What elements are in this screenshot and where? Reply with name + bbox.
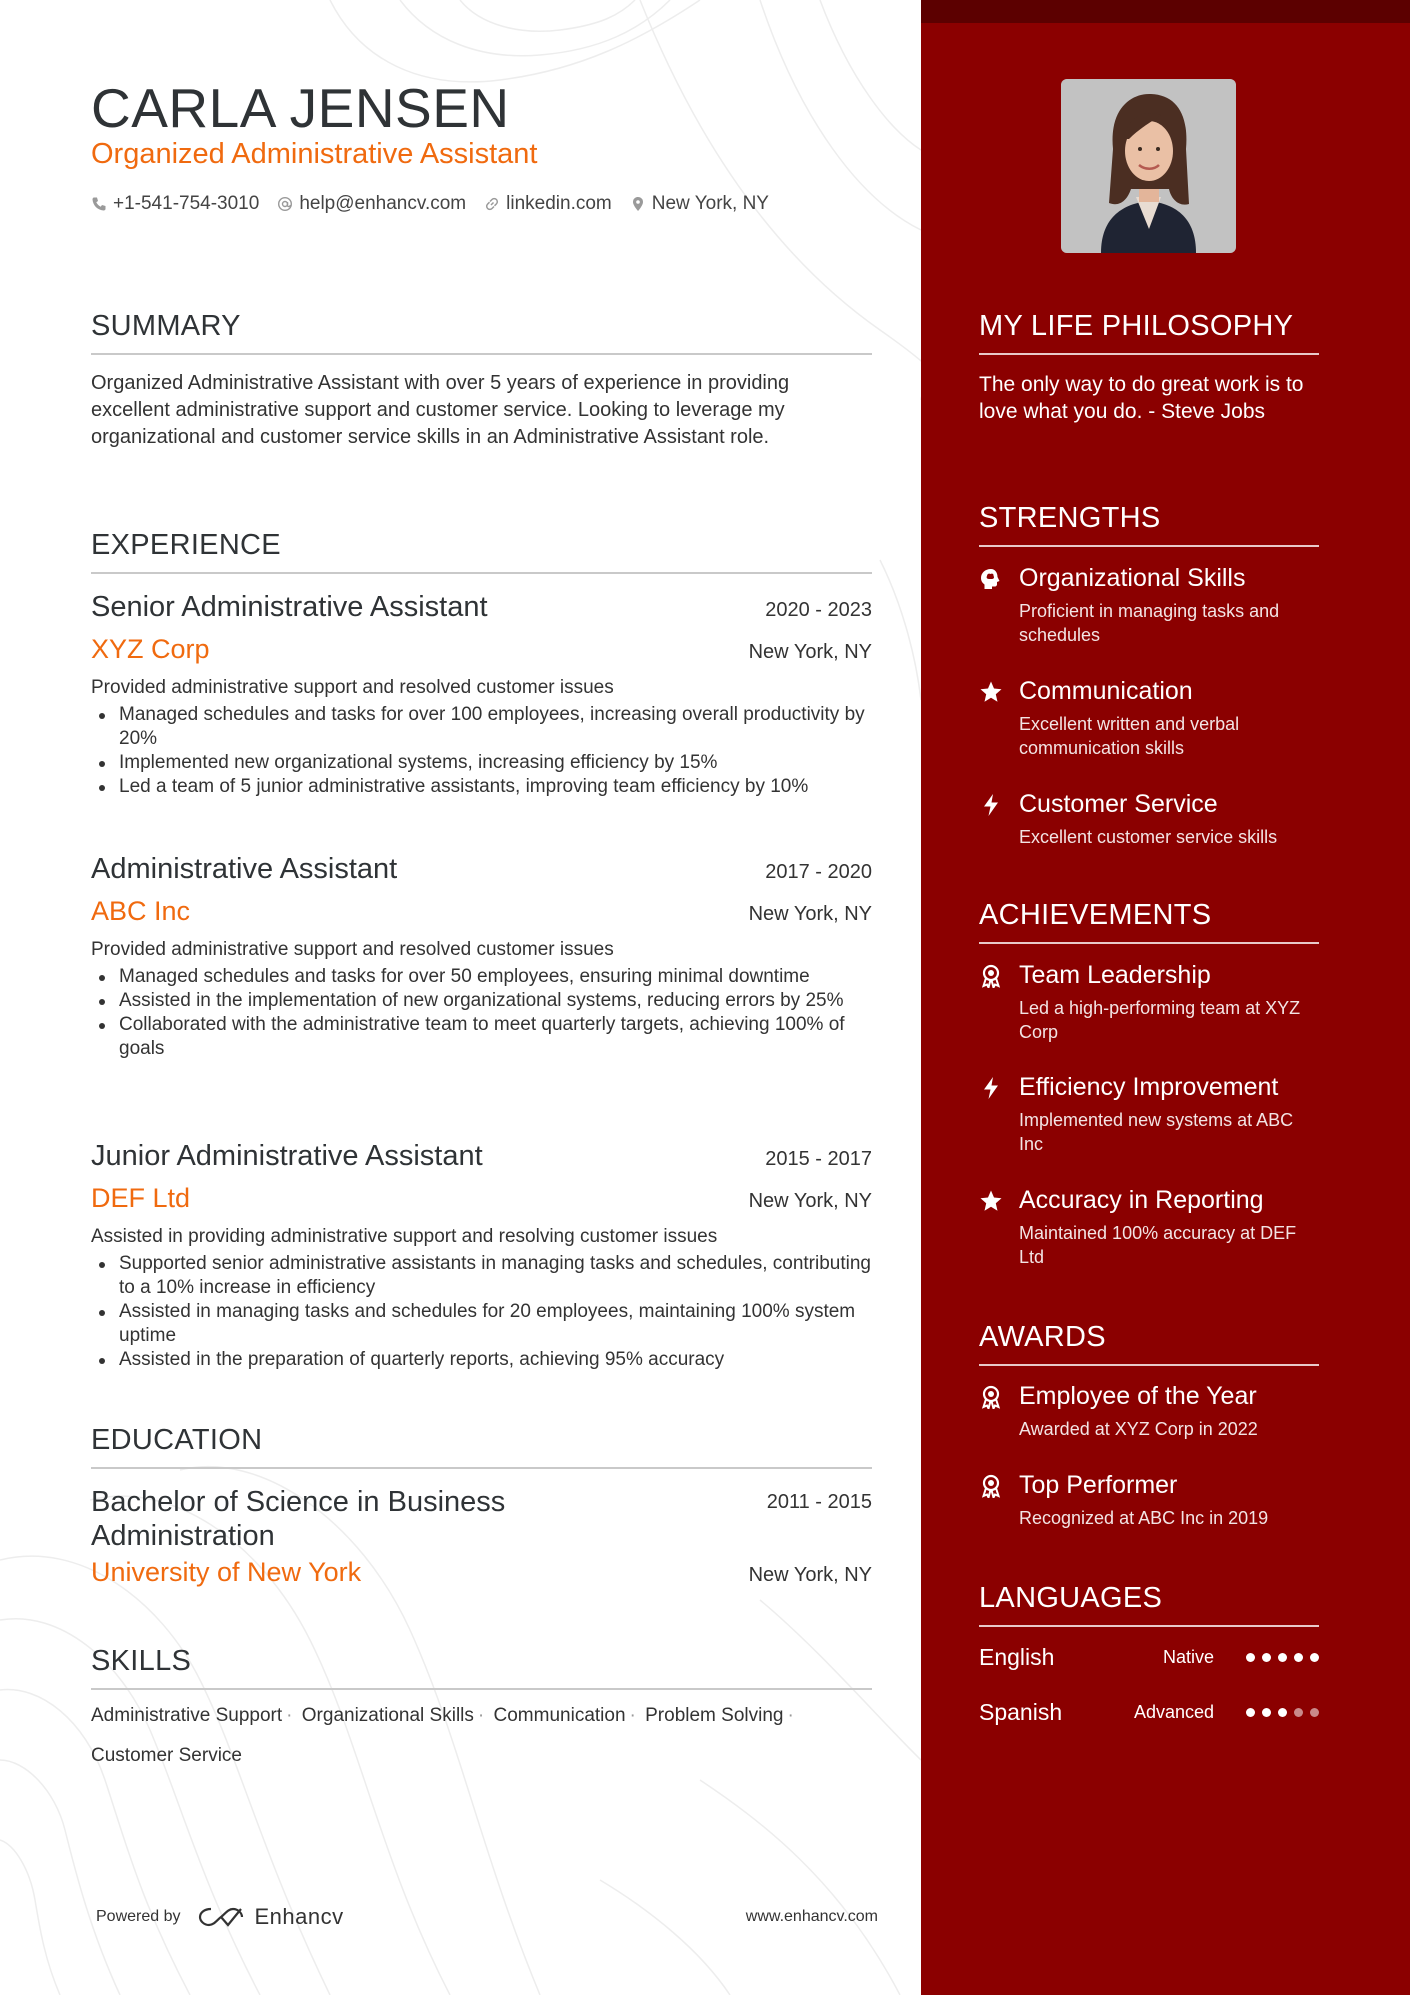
experience-entry — [91, 853, 872, 1061]
proficiency-dot-filled — [1246, 1708, 1255, 1717]
experience-entry — [91, 591, 872, 799]
brain-icon — [979, 567, 1003, 591]
job-description: Provided administrative support and resolved customer issues — [91, 677, 614, 698]
language-proficiency-dots — [1246, 1708, 1319, 1717]
awards-section — [979, 1321, 1319, 1366]
job-location: New York, NY — [748, 1190, 872, 1212]
powered-by — [96, 1904, 344, 1930]
contact-email[interactable] — [277, 193, 466, 215]
achievement-desc: Maintained 100% accuracy at DEF Ltd — [1019, 1223, 1297, 1267]
skill-tag: Customer Service — [91, 1745, 242, 1766]
language-row — [979, 1699, 1319, 1726]
language-level: Native — [1162, 1647, 1214, 1667]
medal-icon — [979, 1474, 1003, 1498]
philosophy-section — [979, 310, 1319, 425]
job-bullets — [91, 703, 872, 799]
strength-item — [979, 790, 1319, 849]
award-desc: Awarded at XYZ Corp in 2022 — [1019, 1419, 1258, 1439]
footer — [96, 1904, 878, 1930]
proficiency-dot-filled — [1262, 1653, 1271, 1662]
proficiency-dot-filled — [1310, 1653, 1319, 1662]
contact-email-text: help@enhancv.com — [299, 193, 467, 214]
job-title: Senior Administrative Assistant — [91, 591, 488, 623]
medal-icon — [979, 964, 1003, 988]
achievements-section — [979, 899, 1319, 944]
contact-phone-text: +1-541-754-3010 — [113, 193, 260, 214]
achievement-desc: Implemented new systems at ABC Inc — [1019, 1110, 1294, 1154]
bullet-item: Supported senior administrative assistants in managing tasks and schedules, contributing to a 10% increase in efficiency — [91, 1252, 872, 1300]
job-description: Assisted in providing administrative support and resolving customer issues — [91, 1226, 718, 1247]
achievement-title: Efficiency Improvement — [1019, 1073, 1279, 1101]
proficiency-dot-filled — [1294, 1653, 1303, 1662]
candidate-name: CARLA JENSEN — [91, 77, 510, 139]
strengths-section — [979, 502, 1319, 547]
footer-website-link[interactable]: www.enhancv.com — [745, 1908, 878, 1925]
job-bullets — [91, 965, 872, 1061]
language-proficiency-dots — [1246, 1653, 1319, 1662]
strength-title: Organizational Skills — [1019, 564, 1246, 592]
job-dates: 2015 - 2017 — [765, 1148, 872, 1170]
achievement-item — [979, 961, 1319, 1044]
sidebar — [921, 0, 1410, 1995]
summary-section — [91, 310, 872, 451]
company-name: ABC Inc — [91, 896, 191, 926]
proficiency-dot-filled — [1262, 1708, 1271, 1717]
strength-title: Customer Service — [1019, 790, 1218, 818]
bullet-item: Led a team of 5 junior administrative assistants, improving team efficiency by 10% — [91, 775, 872, 799]
sidebar-top-bar — [921, 0, 1410, 23]
company-name: XYZ Corp — [91, 634, 210, 664]
skills-heading: SKILLS — [91, 1645, 872, 1690]
education-heading: EDUCATION — [91, 1424, 872, 1469]
skills-section — [91, 1645, 872, 1776]
language-name: Spanish — [979, 1699, 1063, 1725]
bolt-icon — [979, 1076, 1003, 1100]
job-location: New York, NY — [748, 641, 872, 663]
award-title: Employee of the Year — [1019, 1382, 1257, 1410]
language-level: Advanced — [1133, 1702, 1214, 1722]
strength-desc: Excellent written and verbal communication skills — [1019, 714, 1240, 758]
education-location: New York, NY — [748, 1564, 872, 1586]
achievement-title: Team Leadership — [1019, 961, 1211, 989]
bullet-item: Assisted in managing tasks and schedules for 20 employees, maintaining 100% system uptime — [91, 1300, 872, 1348]
strength-item — [979, 677, 1319, 760]
link-icon — [484, 196, 500, 212]
award-item — [979, 1471, 1319, 1530]
contact-linkedin-text: linkedin.com — [506, 193, 612, 214]
skill-tag: Problem Solving — [645, 1705, 784, 1726]
summary-heading: SUMMARY — [91, 310, 872, 355]
experience-heading: EXPERIENCE — [91, 529, 872, 574]
strength-title: Communication — [1019, 677, 1193, 705]
education-section — [91, 1424, 872, 1469]
awards-heading: AWARDS — [979, 1321, 1319, 1366]
strengths-heading: STRENGTHS — [979, 502, 1319, 547]
job-description: Provided administrative support and resolved customer issues — [91, 939, 614, 960]
bullet-item: Assisted in the preparation of quarterly reports, achieving 95% accuracy — [91, 1348, 872, 1372]
achievement-desc: Led a high-performing team at XYZ Corp — [1019, 998, 1301, 1042]
medal-icon — [979, 1385, 1003, 1409]
achievement-title: Accuracy in Reporting — [1019, 1186, 1264, 1214]
job-bullets — [91, 1252, 872, 1372]
achievement-item — [979, 1186, 1319, 1269]
contact-linkedin[interactable] — [484, 193, 612, 215]
strength-desc: Proficient in managing tasks and schedules — [1019, 601, 1280, 645]
job-dates: 2017 - 2020 — [765, 861, 872, 883]
contact-phone[interactable] — [91, 193, 259, 215]
language-row — [979, 1644, 1319, 1671]
degree-title: Bachelor of Science in Business Administration — [91, 1486, 506, 1552]
job-title: Junior Administrative Assistant — [91, 1140, 483, 1172]
proficiency-dot-empty — [1310, 1708, 1319, 1717]
bullet-item: Managed schedules and tasks for over 100 employees, increasing overall productivity by 20% — [91, 703, 872, 751]
achievements-heading: ACHIEVEMENTS — [979, 899, 1319, 944]
bullet-item: Collaborated with the administrative team to meet quarterly targets, achieving 100% of goals — [91, 1013, 872, 1061]
proficiency-dot-filled — [1278, 1708, 1287, 1717]
enhancv-logo-icon — [197, 1905, 245, 1929]
star-icon — [979, 1189, 1003, 1213]
award-desc: Recognized at ABC Inc in 2019 — [1019, 1508, 1269, 1528]
skills-list: Administrative Support · Organizational Skills · Communication · Problem Solving · Customer Service — [91, 1705, 794, 1766]
bolt-icon — [979, 793, 1003, 817]
skill-tag: Administrative Support — [91, 1705, 283, 1726]
job-location: New York, NY — [748, 903, 872, 925]
skill-tag: Organizational Skills — [301, 1705, 474, 1726]
brand-name: Enhancv — [254, 1904, 344, 1929]
award-item — [979, 1382, 1319, 1441]
proficiency-dot-filled — [1246, 1653, 1255, 1662]
at-icon — [277, 196, 293, 212]
star-icon — [979, 680, 1003, 704]
candidate-title: Organized Administrative Assistant — [91, 138, 538, 170]
location-pin-icon — [630, 196, 646, 212]
education-dates: 2011 - 2015 — [766, 1491, 872, 1513]
philosophy-heading: MY LIFE PHILOSOPHY — [979, 310, 1319, 355]
skill-tag: Communication — [493, 1705, 626, 1726]
bullet-item: Implemented new organizational systems, increasing efficiency by 15% — [91, 751, 872, 775]
job-dates: 2020 - 2023 — [765, 599, 872, 621]
languages-section — [979, 1582, 1319, 1627]
proficiency-dot-empty — [1294, 1708, 1303, 1717]
proficiency-dot-filled — [1278, 1653, 1287, 1662]
strength-item — [979, 564, 1319, 647]
profile-photo-illustration — [1061, 79, 1236, 253]
phone-icon — [91, 196, 107, 212]
bullet-item: Assisted in the implementation of new organizational systems, reducing errors by 25% — [91, 989, 872, 1013]
strength-desc: Excellent customer service skills — [1019, 827, 1278, 847]
profile-photo — [1061, 79, 1236, 253]
languages-heading: LANGUAGES — [979, 1582, 1319, 1627]
language-name: English — [979, 1644, 1055, 1670]
summary-text: Organized Administrative Assistant with over 5 years of experience in providing excellent administrative support and customer service. Looking to leverage my organizational and customer service skills in an Administrative Assistant role. — [91, 372, 790, 448]
contact-location — [630, 193, 769, 215]
achievement-item — [979, 1073, 1319, 1156]
enhancv-brand-link[interactable] — [197, 1904, 344, 1930]
experience-section — [91, 529, 872, 574]
contact-bar — [91, 193, 769, 215]
philosophy-quote: The only way to do great work is to love what you do. - Steve Jobs — [979, 373, 1304, 423]
bullet-item: Managed schedules and tasks for over 50 employees, ensuring minimal downtime — [91, 965, 872, 989]
award-title: Top Performer — [1019, 1471, 1178, 1499]
company-name: DEF Ltd — [91, 1183, 191, 1213]
job-title: Administrative Assistant — [91, 853, 398, 885]
contact-location-text: New York, NY — [651, 193, 769, 214]
experience-entry — [91, 1140, 872, 1372]
school-name: University of New York — [91, 1557, 362, 1587]
education-entry — [91, 1485, 872, 1588]
powered-by-label: Powered by — [96, 1908, 181, 1925]
